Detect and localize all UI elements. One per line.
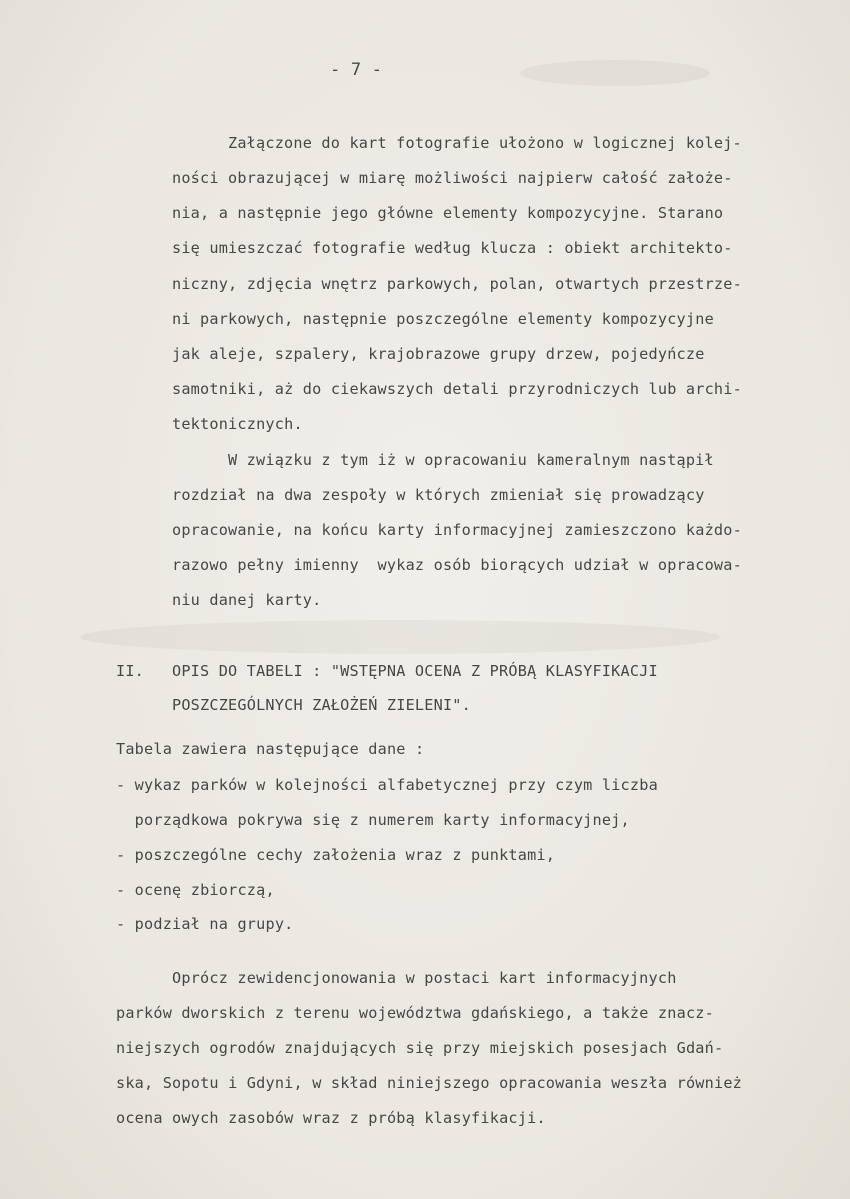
paragraph2-line-3: opracowanie, na końcu karty informacyjnej zamieszczono każdo- — [172, 521, 742, 539]
list-item: porządkowa pokrywa się z numerem karty informacyjnej, — [116, 811, 630, 829]
section-number: II. — [116, 662, 145, 680]
paragraph2-line-4: razowo pełny imienny wykaz osób biorących udział w opracowa- — [172, 556, 742, 574]
paragraph2-line-1: W związku z tym iż w opracowaniu kameralnym nastąpił — [228, 451, 714, 469]
paragraph1-line-6: ni parkowych, następnie poszczególne elementy kompozycyjne — [172, 310, 714, 328]
paragraph3-line-5: ocena owych zasobów wraz z próbą klasyfikacji. — [116, 1109, 546, 1127]
paragraph3-line-1: Oprócz zewidencjonowania w postaci kart informacyjnych — [172, 969, 677, 987]
paragraph2-line-2: rozdział na dwa zespoły w których zmieniał się prowadzący — [172, 486, 705, 504]
page-number: - 7 - — [330, 60, 383, 80]
paragraph3-line-4: ska, Sopotu i Gdyni, w skład niniejszego opracowania weszła również — [116, 1074, 743, 1092]
list-item: - wykaz parków w kolejności alfabetycznej przy czym liczba — [116, 776, 658, 794]
paragraph3-line-2: parków dworskich z terenu województwa gdańskiego, a także znacz- — [116, 1004, 714, 1022]
paragraph1-line-5: niczny, zdjęcia wnętrz parkowych, polan, otwartych przestrze- — [172, 275, 742, 293]
paragraph3-line-3: niejszych ogrodów znajdujących się przy miejskich posesjach Gdań- — [116, 1039, 724, 1057]
paragraph1-line-9: tektonicznych. — [172, 415, 303, 433]
paragraph1-line-1: Załączone do kart fotografie ułożono w logicznej kolej- — [228, 134, 742, 152]
section-heading-line-1: OPIS DO TABELI : "WSTĘPNA OCENA Z PRÓBĄ KLASYFIKACJI — [172, 662, 658, 680]
paragraph1-line-4: się umieszczać fotografie według klucza : obiekt architekto- — [172, 239, 733, 257]
paragraph1-line-8: samotniki, aż do ciekawszych detali przyrodniczych lub archi- — [172, 380, 742, 398]
list-item: - podział na grupy. — [116, 915, 294, 933]
paragraph1-line-2: ności obrazującej w miarę możliwości najpierw całość założe- — [172, 169, 733, 187]
paragraph1-line-3: nia, a następnie jego główne elementy kompozycyjne. Starano — [172, 204, 724, 222]
paper-smudge — [520, 60, 710, 86]
section-heading-line-2: POSZCZEGÓLNYCH ZAŁOŻEŃ ZIELENI". — [172, 696, 471, 714]
paragraph2-line-5: niu danej karty. — [172, 591, 322, 609]
table-intro: Tabela zawiera następujące dane : — [116, 740, 425, 758]
paper-smudge — [80, 620, 720, 654]
list-item: - poszczególne cechy założenia wraz z punktami, — [116, 846, 556, 864]
paragraph1-line-7: jak aleje, szpalery, krajobrazowe grupy drzew, pojedyńcze — [172, 345, 705, 363]
list-item: - ocenę zbiorczą, — [116, 881, 275, 899]
